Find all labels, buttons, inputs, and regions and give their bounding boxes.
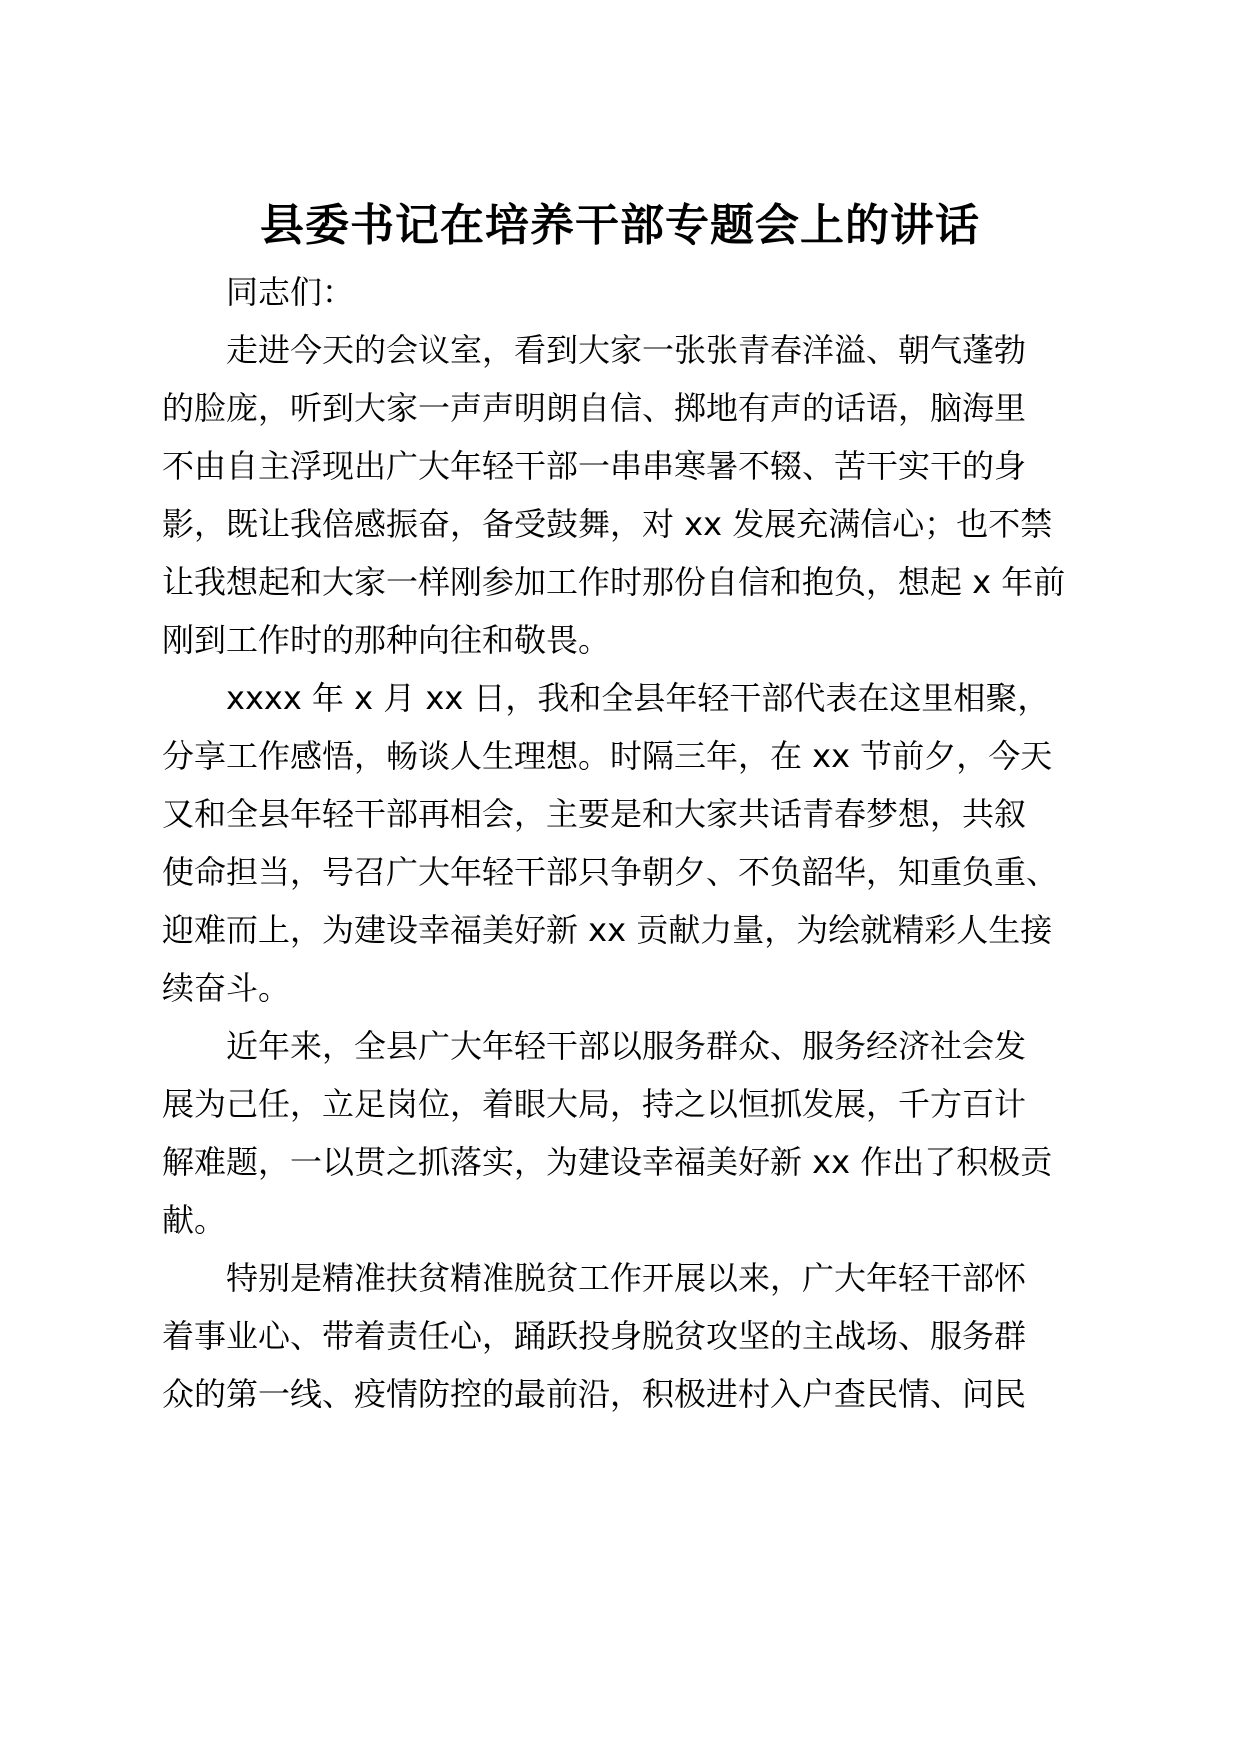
paragraph-1-line-1: 走进今天的会议室，看到大家一张张青春洋溢、朝气蓬勃: [226, 331, 1027, 369]
paragraph-1-line-6: 刚到工作时的那种向往和敬畏。: [162, 621, 611, 659]
paragraph-4-line-3: 众的第一线、疫情防控的最前沿，积极进村入户查民情、问民: [162, 1375, 1027, 1413]
paragraph-2-line-5: 迎难而上，为建设幸福美好新 xx 贡献力量，为绘就精彩人生接: [162, 911, 1053, 949]
paragraph-2-line-2: 分享工作感悟，畅谈人生理想。时隔三年，在 xx 节前夕，今天: [162, 737, 1053, 775]
paragraph-2-line-4: 使命担当，号召广大年轻干部只争朝夕、不负韶华，知重负重、: [162, 853, 1059, 891]
paragraph-4-line-1: 特别是精准扶贫精准脱贫工作开展以来，广大年轻干部怀: [226, 1259, 1027, 1297]
paragraph-3-line-1: 近年来，全县广大年轻干部以服务群众、服务经济社会发: [226, 1027, 1027, 1065]
paragraph-2-line-1: xxxx 年 x 月 xx 日，我和全县年轻干部代表在这里相聚，: [226, 679, 1050, 717]
paragraph-3-line-2: 展为己任，立足岗位，着眼大局，持之以恒抓发展，千方百计: [162, 1085, 1027, 1123]
paragraph-3-line-4: 献。: [162, 1201, 227, 1239]
paragraph-3-line-3: 解难题，一以贯之抓落实，为建设幸福美好新 xx 作出了积极贡: [162, 1143, 1053, 1181]
paragraph-1-line-3: 不由自主浮现出广大年轻干部一串串寒暑不辍、苦干实干的身: [162, 447, 1027, 485]
document-title: 县委书记在培养干部专题会上的讲话: [260, 200, 980, 251]
paragraph-1-line-4: 影，既让我倍感振奋，备受鼓舞，对 xx 发展充满信心；也不禁: [162, 505, 1053, 543]
paragraph-2-line-3: 又和全县年轻干部再相会，主要是和大家共话青春梦想，共叙: [162, 795, 1027, 833]
paragraph-2-line-6: 续奋斗。: [162, 969, 291, 1007]
salutation: 同志们：: [226, 273, 355, 311]
paragraph-1-line-2: 的脸庞，听到大家一声声明朗自信、掷地有声的话语，脑海里: [162, 389, 1027, 427]
paragraph-1-line-5: 让我想起和大家一样刚参加工作时那份自信和抱负，想起 x 年前: [162, 563, 1066, 601]
paragraph-4-line-2: 着事业心、带着责任心，踊跃投身脱贫攻坚的主战场、服务群: [162, 1317, 1027, 1355]
